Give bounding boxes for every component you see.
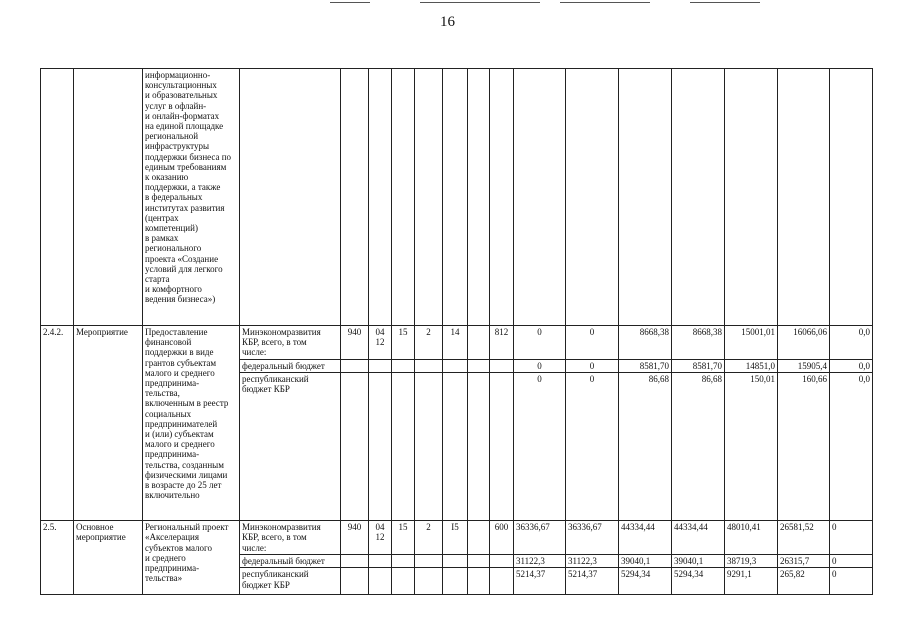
cell-type [74, 69, 143, 326]
text-line: тельства, [145, 388, 180, 399]
text-line: включительно [145, 490, 200, 501]
text-line: бюджет КБР [242, 579, 290, 590]
text-line: проекта «Создание [145, 253, 219, 264]
text-line: субъектов малого [145, 542, 212, 553]
cell-value: 39040,1 [619, 555, 672, 568]
cell-value: 8668,38 [672, 326, 725, 360]
text-line: единым требованиям [145, 161, 227, 172]
text-line: финансовой [145, 337, 192, 348]
text-line: поддержки бизнеса по [145, 151, 232, 162]
text-line: числе: [242, 542, 267, 553]
text-line: в федеральных [145, 192, 203, 203]
text-line: предпринима- [145, 378, 200, 389]
text-line: консультационных [145, 80, 217, 91]
cell-value: 26581,52 [778, 521, 830, 555]
cell-value: 15001,01 [725, 326, 778, 360]
cell-value: 8581,70 [672, 360, 725, 373]
project-name-text [145, 522, 237, 583]
text-line: предпринимателей [145, 418, 218, 429]
cell-source [240, 568, 341, 595]
text-line: бюджет КБР [242, 384, 290, 395]
cell-vr: 812 [490, 326, 514, 360]
cell-value: 9291,1 [725, 568, 778, 595]
text-line: регионального [145, 243, 202, 254]
text-line: и онлайн-форматах [145, 110, 220, 121]
text-line: Минэкономразвития [242, 327, 321, 337]
text-line: тельства» [145, 573, 183, 584]
cell-value: 0,0 [830, 326, 873, 360]
cell-name [143, 69, 240, 326]
text-line: и образовательных [145, 90, 218, 101]
cell-value: 39040,1 [672, 555, 725, 568]
text-line: ведения бизнеса») [145, 294, 216, 305]
cell-value: 86,68 [672, 373, 725, 521]
cell-value: 16066,06 [778, 326, 830, 360]
table-row-2-4-2 [41, 326, 873, 360]
cell-number: 2.4.2. [41, 326, 74, 521]
scan-artifact-line [560, 2, 650, 3]
cell-code: I5 [443, 521, 468, 555]
cell-source [240, 373, 341, 521]
cell-value: 5214,37 [566, 568, 619, 595]
cell-value: 0 [514, 373, 566, 521]
cell-value: 14851,0 [725, 360, 778, 373]
cell-value: 0 [566, 373, 619, 521]
cell-source [240, 555, 341, 568]
cell-code: 14 [443, 326, 468, 360]
cell-number: 2.5. [41, 521, 74, 595]
cell-type [74, 521, 143, 595]
cell-value: 26315,7 [778, 555, 830, 568]
text-line: республиканский [242, 569, 309, 580]
text-line: предпринима- [145, 563, 200, 574]
scan-artifact-line [690, 2, 760, 3]
cell-value: 0 [830, 555, 873, 568]
text-line: федеральный бюджет [242, 361, 325, 371]
text-line: и (или) субъектам [145, 429, 214, 440]
text-line: федеральный бюджет [242, 556, 325, 567]
cell-value: 31122,3 [566, 555, 619, 568]
text-line: физическими лицами [145, 469, 228, 480]
text-line: компетенций) [145, 223, 198, 234]
cell-source [240, 360, 341, 373]
text-line: Предоставление [145, 327, 208, 337]
text-line: числе: [242, 347, 267, 358]
cell-value: 44334,44 [619, 521, 672, 555]
text-line: старта [145, 274, 170, 285]
budget-table [40, 68, 873, 595]
cell-value: 86,68 [619, 373, 672, 521]
text-line: республиканский [242, 374, 309, 385]
cell-value: 38719,3 [725, 555, 778, 568]
text-line: услуг в офлайн- [145, 100, 207, 111]
cell-empty [468, 521, 490, 555]
text-line: КБР, всего, в том [242, 532, 307, 543]
text-line: институтах развития [145, 202, 225, 213]
text-line: информационно- [145, 70, 211, 80]
page-number: 16 [440, 14, 455, 30]
text-line: инфраструктуры [145, 141, 209, 152]
text-line: малого и среднего [145, 439, 215, 450]
cell-value: 0 [566, 360, 619, 373]
cell-value: 0 [514, 360, 566, 373]
cell-value: 0,0 [830, 360, 873, 373]
cell-number [41, 69, 74, 326]
cell-grbs: 940 [341, 326, 369, 360]
cell-value: 8581,70 [619, 360, 672, 373]
text-line: и комфортного [145, 284, 202, 295]
text-line: мероприятие [76, 532, 126, 543]
text-line: (центрах [145, 212, 179, 223]
cell-vr: 600 [490, 521, 514, 555]
cell-value: 0 [830, 521, 873, 555]
cell-value: 0,0 [830, 373, 873, 521]
cell-value: 0 [566, 326, 619, 360]
text-line: поддержки, а также [145, 182, 221, 193]
cell-value: 31122,3 [514, 555, 566, 568]
cell-value: 5214,37 [514, 568, 566, 595]
scan-artifact-line [420, 2, 540, 3]
text-line: условий для легкого [145, 263, 223, 274]
cell-code: 15 [392, 326, 415, 360]
cell-name [143, 521, 240, 595]
cell-source [240, 521, 341, 555]
text-line: Основное [76, 522, 114, 533]
text-line: в возрасте до 25 лет [145, 480, 222, 491]
text-line: региональной [145, 131, 199, 142]
cell-name [143, 326, 240, 521]
text-line: «Акселерация [145, 532, 199, 543]
text-line: тельства, созданным [145, 459, 224, 470]
cell-value: 8668,38 [619, 326, 672, 360]
cell-value: 36336,67 [514, 521, 566, 555]
text-line: Региональный проект [145, 522, 229, 533]
cell-value: 48010,41 [725, 521, 778, 555]
cell-value: 160,66 [778, 373, 830, 521]
text-line: грантов субъектам [145, 357, 217, 368]
measure-name-text [145, 327, 237, 500]
cell-value: 0 [514, 326, 566, 360]
cell-value: 15905,4 [778, 360, 830, 373]
cell-value: 5294,34 [672, 568, 725, 595]
cell-value: 265,82 [778, 568, 830, 595]
text-line: поддержки в виде [145, 347, 214, 358]
cell-type: Мероприятие [74, 326, 143, 521]
cell-value: 36336,67 [566, 521, 619, 555]
cell-value: 0 [830, 568, 873, 595]
cell-code: 15 [392, 521, 415, 555]
cell-code: 2 [415, 521, 443, 555]
cell-code: 2 [415, 326, 443, 360]
cell-empty [468, 326, 490, 360]
cell-value: 44334,44 [672, 521, 725, 555]
text-line: включенным в реестр [145, 398, 229, 409]
text-line: к оказанию [145, 172, 189, 183]
text-line: предпринима- [145, 449, 200, 460]
text-line: Минэкономразвития [242, 522, 321, 533]
scan-artifact-line [330, 2, 370, 3]
text-line: малого и среднего [145, 367, 215, 378]
text-line: и среднего [145, 552, 186, 563]
cell-grbs: 940 [341, 521, 369, 555]
cell-rzpr: 04 12 [369, 521, 392, 555]
text-line: КБР, всего, в том [242, 337, 307, 348]
text-line: социальных [145, 408, 192, 419]
continued-name-text [145, 70, 237, 305]
cell-value: 150,01 [725, 373, 778, 521]
cell-source [240, 326, 341, 360]
table-row-continued [41, 69, 873, 326]
text-line: на единой площадке [145, 121, 224, 132]
cell-rzpr: 04 12 [369, 326, 392, 360]
cell-value: 5294,34 [619, 568, 672, 595]
table-row-2-5 [41, 521, 873, 555]
text-line: в рамках [145, 233, 179, 244]
